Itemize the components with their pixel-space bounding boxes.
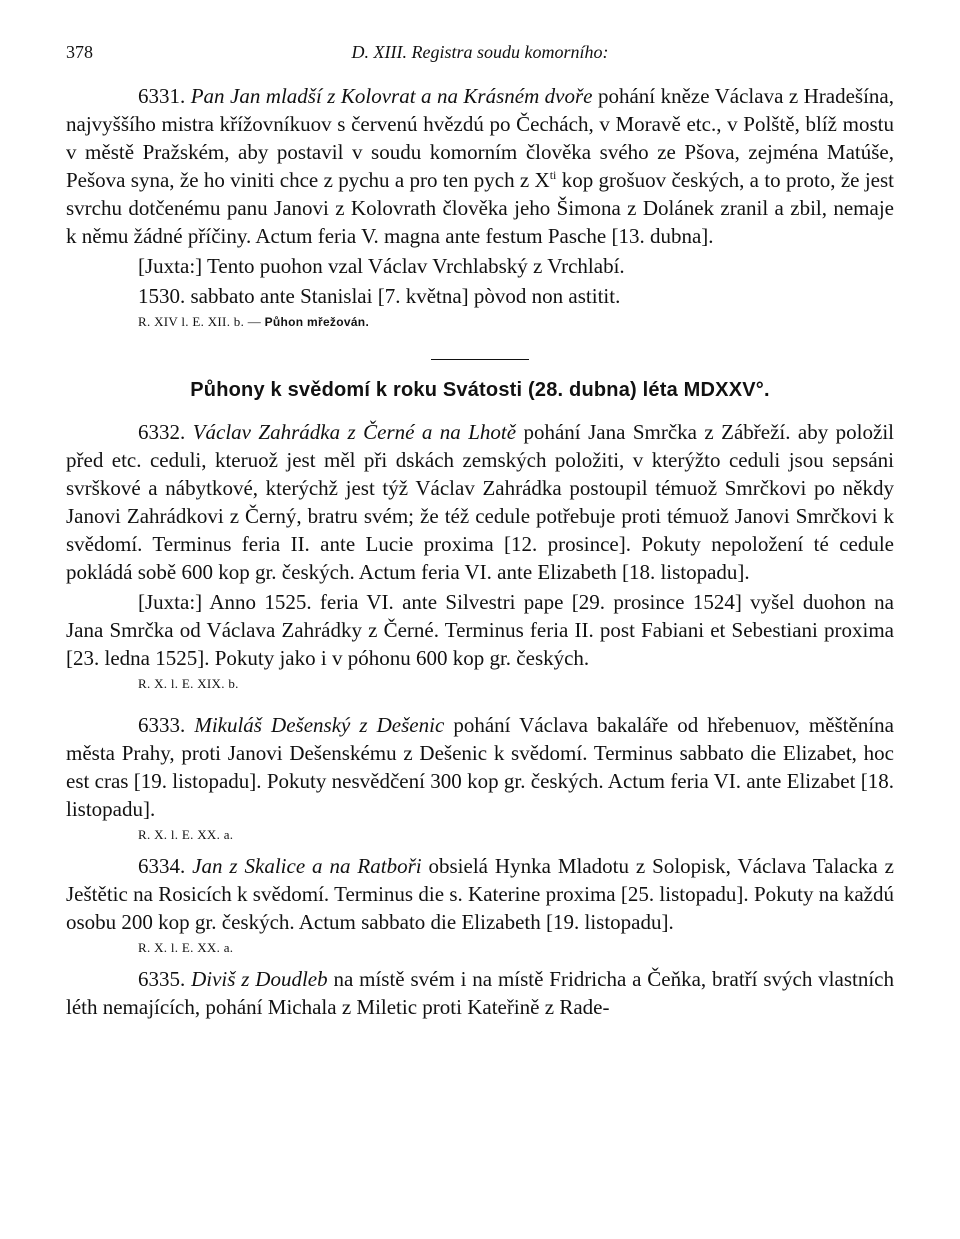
running-title: D. XIII. Registra soudu komorního: — [351, 42, 609, 62]
entry-6332 — [66, 418, 894, 586]
entry-plaintiff: Jan z Skalice a na Ratboři — [192, 854, 422, 878]
entry-plaintiff: Mikuláš Dešenský z Dešenic — [194, 713, 445, 737]
entry-number: 6335. — [138, 967, 186, 991]
document-page — [66, 38, 894, 1021]
entry-text: obsielá Hynka Mladotu z Solopisk, Václava Talacka z Ještětic na Rosicích k svědomí. Terminus die s. Katerine proxima [25. listopadu]. Pokuty na každú osobu 200 kop gr. českých. Actum sabbato die Elizabeth [19. listopadu]. — [66, 854, 894, 934]
entry-note: [Juxta:] Anno 1525. feria VI. ante Silvestri pape [29. prosince 1524] vyšel duohon na Jana Smrčka od Václava Zahrádky z Černé. Terminus feria II. post Fabiani et Sebestiani proxima [23. ledna 1525]. Pokuty jako i v póhonu 600 kop gr. českých. — [66, 590, 894, 670]
entry-note: [Juxta:] Tento puohon vzal Václav Vrchlabský z Vrchlabí. — [138, 254, 625, 278]
section-title: Půhony k svědomí k roku Svátosti (28. dubna) léta MDXXV°. — [190, 379, 770, 401]
source-note: Půhon mřežován. — [264, 315, 370, 329]
entry-note: 1530. sabbato ante Stanislai [7. května] pòvod non astitit. — [138, 284, 621, 308]
entry-number: 6333. — [138, 713, 186, 737]
entry-plaintiff: Pan Jan mladší z Kolovrat a na Krásném dvoře — [190, 84, 593, 108]
source-reference: R. XIV l. E. XII. b. — Půhon mřežován. — [138, 314, 370, 329]
entry-text-continued: kop grošuov českých, a to proto, že jest svrchu dotčenému panu Janovi z Kolovrath člověka jeho Šimona z Dolánek zranil a zbil, nemaje k němu žádné příčiny. Actum feria V. magna ante festum Pasche [13. dubna]. — [66, 168, 894, 248]
section-divider — [431, 359, 529, 360]
entry-text: pohání Václava bakaláře od hřebenuov, měštěnína města Prahy, proti Janovi Dešenskému z Dešenic k svědomí. Terminus sabbato die Elizabet, hoc est cras [19. listopadu]. Pokuty nesvědčení 300 kop gr. českých. Actum feria VI. ante Elizabet [18. listopadu]. — [66, 713, 894, 821]
entry-number: 6331. — [138, 84, 186, 108]
entry-6333 — [66, 711, 894, 823]
entry-superscript: ti — [549, 168, 557, 182]
entry-number: 6332. — [138, 420, 186, 444]
source-reference: R. X. l. E. XX. a. — [138, 940, 234, 955]
entry-text: pohání Jana Smrčka z Zábřeží. aby položil před etc. ceduli, kteruož jest měl při dskách zemských položiti, v kterýžto ceduli jsou sepsáni svrškové a nábytkové, kterýchž jest týž Václav Zahrádka postoupil témuož Smrčkovi po někdy Janovi Zahrádkovi z Černý, bratru svém; že též cedule potřebuje proti témuož Janovi Smrčkovi k svědomí. Terminus feria II. ante Lucie proxima [12. prosince]. Pokuty nepoložení té cedule pokládá sobě 600 kop gr. českých. Actum feria VI. ante Elizabeth [18. listopadu]. — [66, 420, 895, 584]
entry-plaintiff: Václav Zahrádka z Černé a na Lhotě — [192, 420, 517, 444]
entry-6334 — [66, 852, 894, 936]
entry-plaintiff: Diviš z Doudleb — [191, 967, 328, 991]
entry-6331 — [66, 82, 894, 250]
page-number: 378 — [66, 42, 93, 62]
entry-6335 — [66, 965, 894, 1021]
entry-text: na místě svém i na místě Fridricha a Čeňka, bratří svých vlastních léth nemajících, pohání Michala z Miletic proti Kateřině z Rade- — [66, 967, 895, 1019]
page-header — [66, 38, 894, 82]
entry-text: pohání kněze Václava z Hradešína, najvyššího mistra křížovníkuov s červenú hvězdú po Čechách, v Moravě etc., v Polště, blíž mostu v městě Pražském, aby postavil v soudu komorním člověka svého ze Pšova, zejména Matúše, Pešova syna, že ho viniti chce z pychu a pro ten pych z X — [66, 84, 895, 192]
entry-number: 6334. — [138, 854, 186, 878]
source-reference: R. X. l. E. XX. a. — [138, 827, 234, 842]
source-reference: R. X. l. E. XIX. b. — [138, 676, 239, 691]
